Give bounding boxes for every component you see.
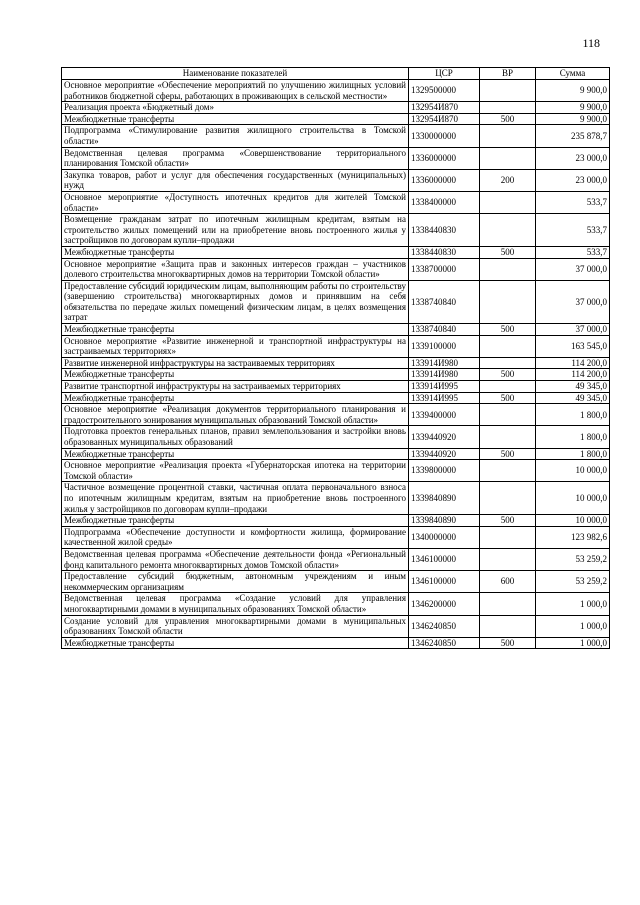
row-sum: 23 000,0 [536, 169, 610, 191]
table-row [62, 280, 610, 323]
row-sum: 123 982,6 [536, 526, 610, 548]
table-row [62, 214, 610, 247]
table-row [62, 147, 610, 169]
row-name: Основное мероприятие «Реализация проекта «Губернаторская ипотека на территории Томской области» [62, 460, 409, 482]
row-sum: 9 900,0 [536, 102, 610, 114]
row-name: Межбюджетные трансферты [62, 324, 409, 336]
table-row [62, 404, 610, 426]
row-sum: 49 345,0 [536, 381, 610, 393]
row-name: Межбюджетные трансферты [62, 246, 409, 258]
row-sum: 1 000,0 [536, 637, 610, 649]
row-csr: 133914И995 [409, 392, 480, 404]
row-csr: 133914И980 [409, 369, 480, 381]
table-row [62, 125, 610, 147]
row-name: Межбюджетные трансферты [62, 113, 409, 125]
row-csr: 1339840890 [409, 482, 480, 515]
row-sum: 53 259,2 [536, 548, 610, 570]
row-csr: 1339440920 [409, 426, 480, 448]
row-csr: 1338700000 [409, 258, 480, 280]
table-row [62, 246, 610, 258]
row-name: Частичное возмещение процентной ставки, частичная оплата первоначального взноса по ипотечным жилищным кредитам, взятым на приобретение вновь построенного жилья у застройщиков по договорам купли–продажи [62, 482, 409, 515]
table-row [62, 324, 610, 336]
row-vr: 200 [480, 169, 536, 191]
row-name: Межбюджетные трансферты [62, 448, 409, 460]
row-name: Развитие инженерной инфраструктуры на застраиваемых территориях [62, 357, 409, 369]
row-vr: 500 [480, 392, 536, 404]
row-csr: 1339400000 [409, 404, 480, 426]
row-vr [480, 214, 536, 247]
row-sum: 1 000,0 [536, 593, 610, 615]
row-name: Предоставление субсидий бюджетным, автономным учреждениям и иным некоммерческим организациям [62, 571, 409, 593]
row-csr: 1330000000 [409, 125, 480, 147]
row-csr: 1346100000 [409, 571, 480, 593]
row-vr [480, 381, 536, 393]
row-sum: 533,7 [536, 191, 610, 213]
row-sum: 235 878,7 [536, 125, 610, 147]
row-vr: 500 [480, 637, 536, 649]
header-csr: ЦСР [409, 68, 480, 80]
row-csr: 1338440830 [409, 214, 480, 247]
header-vr: ВР [480, 68, 536, 80]
table-row [62, 526, 610, 548]
row-vr [480, 460, 536, 482]
row-name: Подпрограмма «Обеспечение доступности и комфортности жилища, формирование качественной жилой среды» [62, 526, 409, 548]
row-name: Межбюджетные трансферты [62, 637, 409, 649]
page-number: 118 [582, 36, 600, 50]
table-row [62, 258, 610, 280]
row-csr: 1340000000 [409, 526, 480, 548]
row-csr: 1346240850 [409, 615, 480, 637]
row-sum: 37 000,0 [536, 258, 610, 280]
row-vr [480, 147, 536, 169]
row-sum: 163 545,0 [536, 335, 610, 357]
row-vr: 500 [480, 369, 536, 381]
row-vr [480, 404, 536, 426]
row-vr [480, 125, 536, 147]
row-name: Ведомственная целевая программа «Совершенствование территориального планирования Томской области» [62, 147, 409, 169]
table-row [62, 80, 610, 102]
table-header-row [62, 68, 610, 80]
row-name: Ведомственная целевая программа «Обеспечение деятельности фонда «Региональный фонд капитального ремонта многоквартирных домов Томской области» [62, 548, 409, 570]
row-csr: 1338400000 [409, 191, 480, 213]
table-row [62, 426, 610, 448]
table-row [62, 102, 610, 114]
table-row [62, 357, 610, 369]
row-csr: 1338740840 [409, 280, 480, 323]
row-vr [480, 335, 536, 357]
row-name: Межбюджетные трансферты [62, 515, 409, 527]
row-name: Основное мероприятие «Защита прав и законных интересов граждан – участников долевого строительства многоквартирных домов на территории Томской области» [62, 258, 409, 280]
row-csr: 1346200000 [409, 593, 480, 615]
row-csr: 1339100000 [409, 335, 480, 357]
row-sum: 37 000,0 [536, 280, 610, 323]
row-vr [480, 426, 536, 448]
table-row [62, 369, 610, 381]
row-name: Предоставление субсидий юридическим лицам, выполняющим работы по строительству (завершению строительства) многоквартирных домов и принявшим на себя обязательства по передаче жилых помещений физическим лицам, в целях возмещения затрат [62, 280, 409, 323]
row-vr [480, 280, 536, 323]
row-sum: 1 800,0 [536, 448, 610, 460]
table-row [62, 448, 610, 460]
table-row [62, 615, 610, 637]
row-vr [480, 548, 536, 570]
budget-table [61, 67, 610, 649]
row-sum: 37 000,0 [536, 324, 610, 336]
row-vr: 500 [480, 448, 536, 460]
row-vr [480, 526, 536, 548]
table-row [62, 482, 610, 515]
row-vr: 500 [480, 246, 536, 258]
table-row [62, 169, 610, 191]
row-sum: 53 259,2 [536, 571, 610, 593]
row-vr: 500 [480, 113, 536, 125]
row-sum: 9 900,0 [536, 113, 610, 125]
row-vr [480, 593, 536, 615]
table-row [62, 381, 610, 393]
row-name: Основное мероприятие «Развитие инженерной и транспортной инфраструктуры на застраиваемых территориях» [62, 335, 409, 357]
table-row [62, 191, 610, 213]
row-vr: 600 [480, 571, 536, 593]
row-vr [480, 80, 536, 102]
row-sum: 1 000,0 [536, 615, 610, 637]
row-name: Межбюджетные трансферты [62, 392, 409, 404]
row-name: Ведомственная целевая программа «Создание условий для управления многоквартирными домами в муниципальных образованиях Томской области» [62, 593, 409, 615]
table-row [62, 392, 610, 404]
row-name: Межбюджетные трансферты [62, 369, 409, 381]
row-csr: 1336000000 [409, 169, 480, 191]
row-name: Реализация проекта «Бюджетный дом» [62, 102, 409, 114]
row-csr: 1329500000 [409, 80, 480, 102]
table-row [62, 593, 610, 615]
row-sum: 10 000,0 [536, 482, 610, 515]
header-sum: Сумма [536, 68, 610, 80]
row-vr: 500 [480, 324, 536, 336]
row-sum: 1 800,0 [536, 404, 610, 426]
row-csr: 1338740840 [409, 324, 480, 336]
row-name: Создание условий для управления многоквартирными домами в муниципальных образованиях Томской области [62, 615, 409, 637]
row-name: Закупка товаров, работ и услуг для обеспечения государственных (муниципальных) нужд [62, 169, 409, 191]
table-row [62, 637, 610, 649]
row-csr: 132954И870 [409, 113, 480, 125]
row-name: Подготовка проектов генеральных планов, правил землепользования и застройки вновь образованных муниципальных образований [62, 426, 409, 448]
row-csr: 1336000000 [409, 147, 480, 169]
row-sum: 533,7 [536, 246, 610, 258]
row-csr: 1346100000 [409, 548, 480, 570]
row-sum: 9 900,0 [536, 80, 610, 102]
row-csr: 1346240850 [409, 637, 480, 649]
row-sum: 533,7 [536, 214, 610, 247]
row-csr: 133914И980 [409, 357, 480, 369]
row-sum: 114 200,0 [536, 357, 610, 369]
row-csr: 1339840890 [409, 515, 480, 527]
row-vr [480, 258, 536, 280]
table-row [62, 335, 610, 357]
row-vr [480, 615, 536, 637]
row-csr: 1339800000 [409, 460, 480, 482]
row-sum: 1 800,0 [536, 426, 610, 448]
row-vr [480, 357, 536, 369]
table-row [62, 515, 610, 527]
row-vr [480, 482, 536, 515]
row-csr: 133914И995 [409, 381, 480, 393]
row-name: Развитие транспортной инфраструктуры на застраиваемых территориях [62, 381, 409, 393]
table-row [62, 460, 610, 482]
table-row [62, 113, 610, 125]
table-row [62, 548, 610, 570]
row-sum: 49 345,0 [536, 392, 610, 404]
row-sum: 114 200,0 [536, 369, 610, 381]
row-csr: 1339440920 [409, 448, 480, 460]
row-sum: 10 000,0 [536, 460, 610, 482]
row-sum: 23 000,0 [536, 147, 610, 169]
row-name: Возмещение гражданам затрат по ипотечным жилищным кредитам, взятым на строительство жилых помещений или на приобретение вновь построенного жилья у застройщиков по договорам купли–продажи [62, 214, 409, 247]
header-name: Наименование показателей [62, 68, 409, 80]
row-name: Основное мероприятие «Реализация документов территориального планирования и градостроительного зонирования муниципальных образований Томской области» [62, 404, 409, 426]
row-name: Основное мероприятие «Обеспечение мероприятий по улучшению жилищных условий работников бюджетной сферы, работающих в проживающих в сельской местности» [62, 80, 409, 102]
row-sum: 10 000,0 [536, 515, 610, 527]
row-vr [480, 191, 536, 213]
row-vr [480, 102, 536, 114]
row-vr: 500 [480, 515, 536, 527]
row-name: Подпрограмма «Стимулирование развития жилищного строительства в Томской области» [62, 125, 409, 147]
row-name: Основное мероприятие «Доступность ипотечных кредитов для жителей Томской области» [62, 191, 409, 213]
row-csr: 1338440830 [409, 246, 480, 258]
table-row [62, 571, 610, 593]
row-csr: 132954И870 [409, 102, 480, 114]
